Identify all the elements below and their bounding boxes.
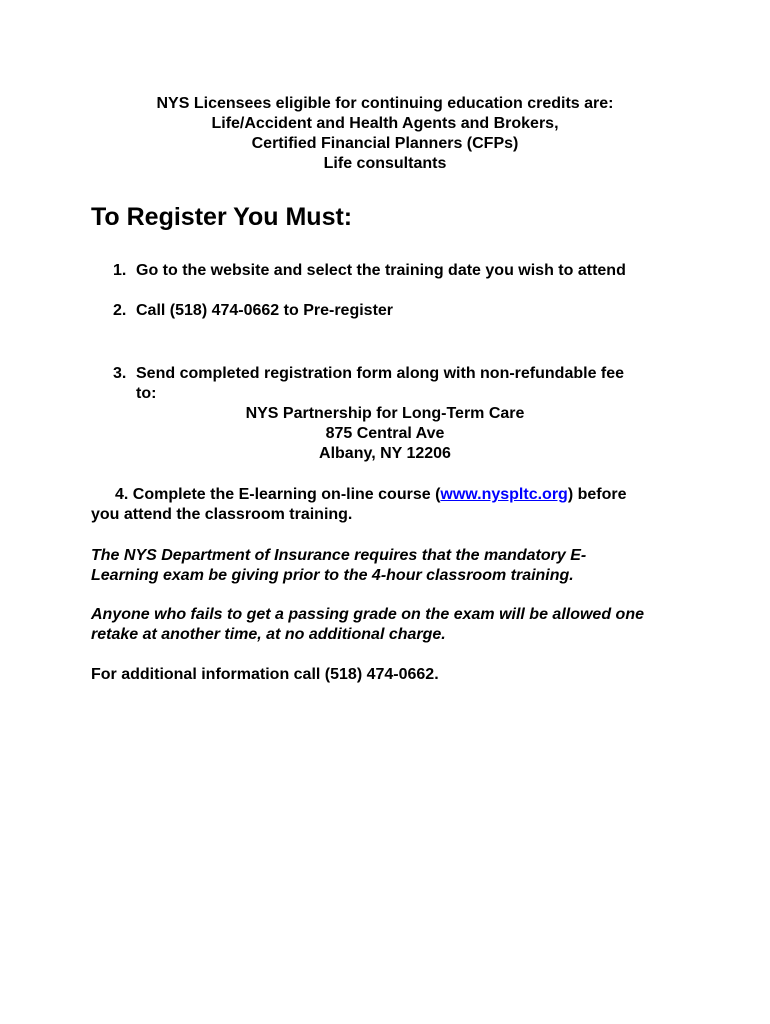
address-street: 875 Central Ave xyxy=(325,425,445,442)
step-2 xyxy=(113,301,393,321)
step-4 xyxy=(115,485,626,505)
step-3-continuation: to: xyxy=(136,385,157,402)
eligibility-line-1: NYS Licensees eligible for continuing education credits are: xyxy=(156,95,614,112)
step-2-number: 2. xyxy=(113,302,127,319)
step-1-number: 1. xyxy=(113,262,127,279)
eligibility-line-3: Certified Financial Planners (CFPs) xyxy=(251,135,519,152)
nyspltc-website-link[interactable]: www.nyspltc.org xyxy=(440,486,568,503)
step-3 xyxy=(113,364,624,384)
address-org: NYS Partnership for Long-Term Care xyxy=(245,405,525,422)
step-3-number: 3. xyxy=(113,365,127,382)
step-2-text: Call (518) 474-0662 to Pre-register xyxy=(136,302,394,319)
step-4-number: 4. xyxy=(115,486,129,503)
mailing-address xyxy=(0,404,770,464)
step-1-text: Go to the website and select the training date you wish to attend xyxy=(136,262,626,279)
step-4-text-after: ) before xyxy=(567,486,627,503)
insurance-notice xyxy=(91,546,711,586)
retake-notice xyxy=(91,605,711,645)
step-4-text-before: Complete the E-learning on-line course ( xyxy=(132,486,441,503)
insurance-notice-line-1: The NYS Department of Insurance requires that the mandatory E- xyxy=(91,547,587,564)
retake-notice-line-1: Anyone who fails to get a passing grade on the exam will be allowed one xyxy=(91,606,644,623)
step-4-continuation: you attend the classroom training. xyxy=(91,506,353,523)
additional-info: For additional information call (518) 474-0662. xyxy=(91,666,439,683)
step-1 xyxy=(113,261,626,281)
eligibility-line-4: Life consultants xyxy=(323,155,447,172)
eligibility-line-2: Life/Accident and Health Agents and Brokers, xyxy=(211,115,559,132)
address-city: Albany, NY 12206 xyxy=(319,445,451,462)
register-heading: To Register You Must: xyxy=(91,203,353,231)
eligibility-intro xyxy=(0,94,770,174)
insurance-notice-line-2: Learning exam be giving prior to the 4-hour classroom training. xyxy=(91,567,574,584)
step-3-text-line-1: Send completed registration form along with non-refundable fee xyxy=(136,365,625,382)
retake-notice-line-2: retake at another time, at no additional charge. xyxy=(91,626,446,643)
